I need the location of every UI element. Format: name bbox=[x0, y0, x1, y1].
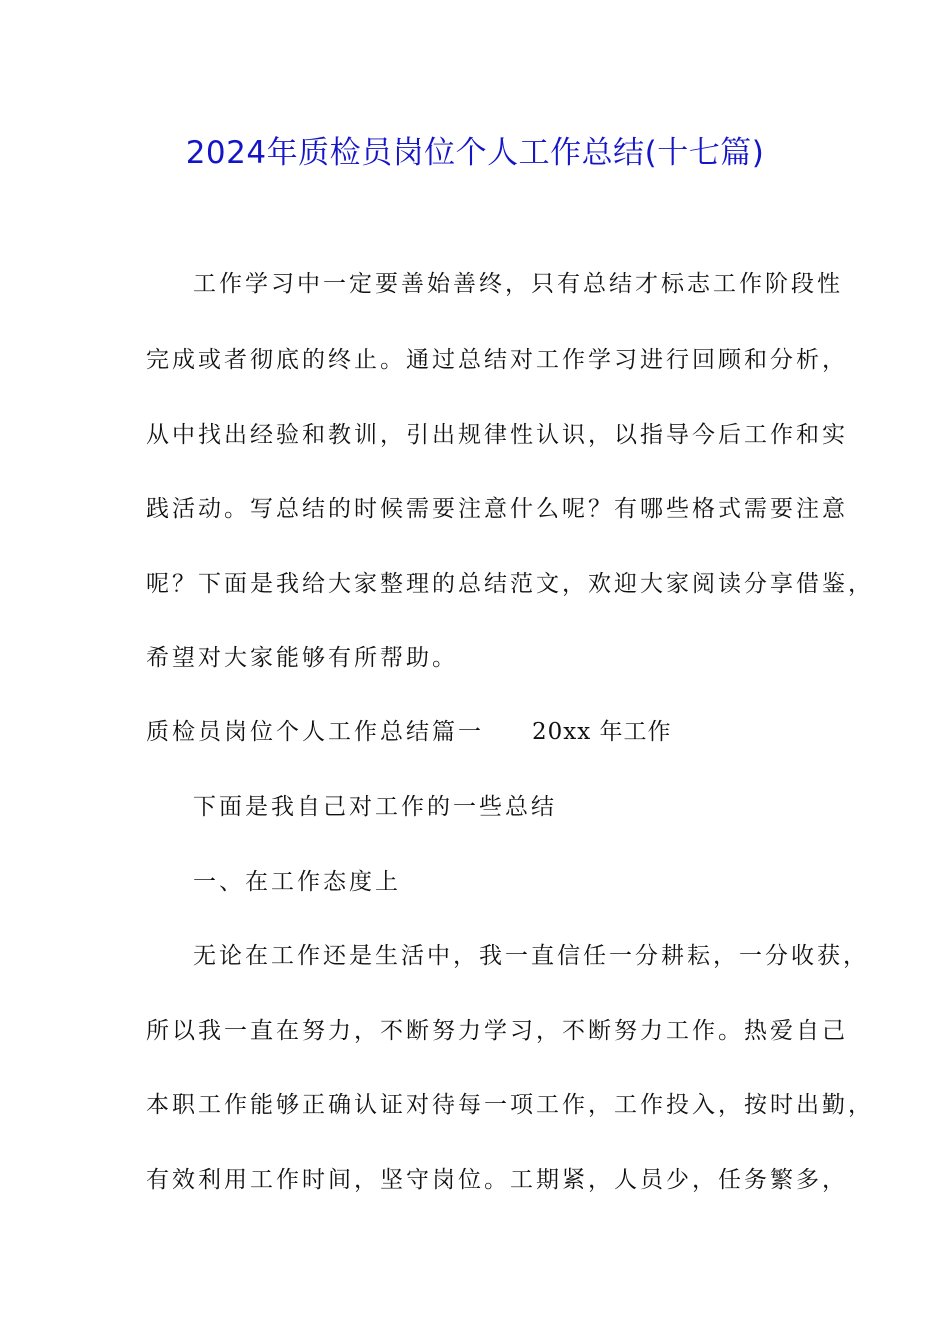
section-heading bbox=[146, 712, 672, 752]
section-heading-title: 质检员岗位个人工作总结篇一 bbox=[146, 719, 484, 745]
intro-line-2: 完成或者彻底的终止。通过总结对工作学习进行回顾和分析， bbox=[146, 347, 848, 373]
body-line-6: 有效利用工作时间，坚守岗位。工期紧，人员少，任务繁多， bbox=[146, 1167, 848, 1193]
document-title: 2024年质检员岗位个人工作总结(十七篇) bbox=[185, 135, 765, 171]
intro-line-1: 工作学习中一定要善始善终，只有总结才标志工作阶段性 bbox=[193, 271, 843, 297]
body-line-5: 本职工作能够正确认证对待每一项工作，工作投入，按时出勤， bbox=[146, 1092, 874, 1118]
intro-line-3: 从中找出经验和教训，引出规律性认识，以指导今后工作和实 bbox=[146, 422, 848, 448]
body-line-4: 所以我一直在努力，不断努力学习，不断努力工作。热爱自己 bbox=[146, 1018, 848, 1044]
body-line-2: 一、在工作态度上 bbox=[193, 869, 401, 895]
intro-line-5: 呢？下面是我给大家整理的总结范文，欢迎大家阅读分享借鉴， bbox=[146, 571, 874, 597]
intro-line-6: 希望对大家能够有所帮助。 bbox=[146, 645, 458, 671]
intro-line-4: 践活动。写总结的时候需要注意什么呢？有哪些格式需要注意 bbox=[146, 496, 848, 522]
section-heading-year: 20xx 年工作 bbox=[532, 719, 672, 745]
body-line-1: 下面是我自己对工作的一些总结 bbox=[193, 794, 557, 820]
body-line-3: 无论在工作还是生活中，我一直信任一分耕耘，一分收获， bbox=[193, 943, 869, 969]
